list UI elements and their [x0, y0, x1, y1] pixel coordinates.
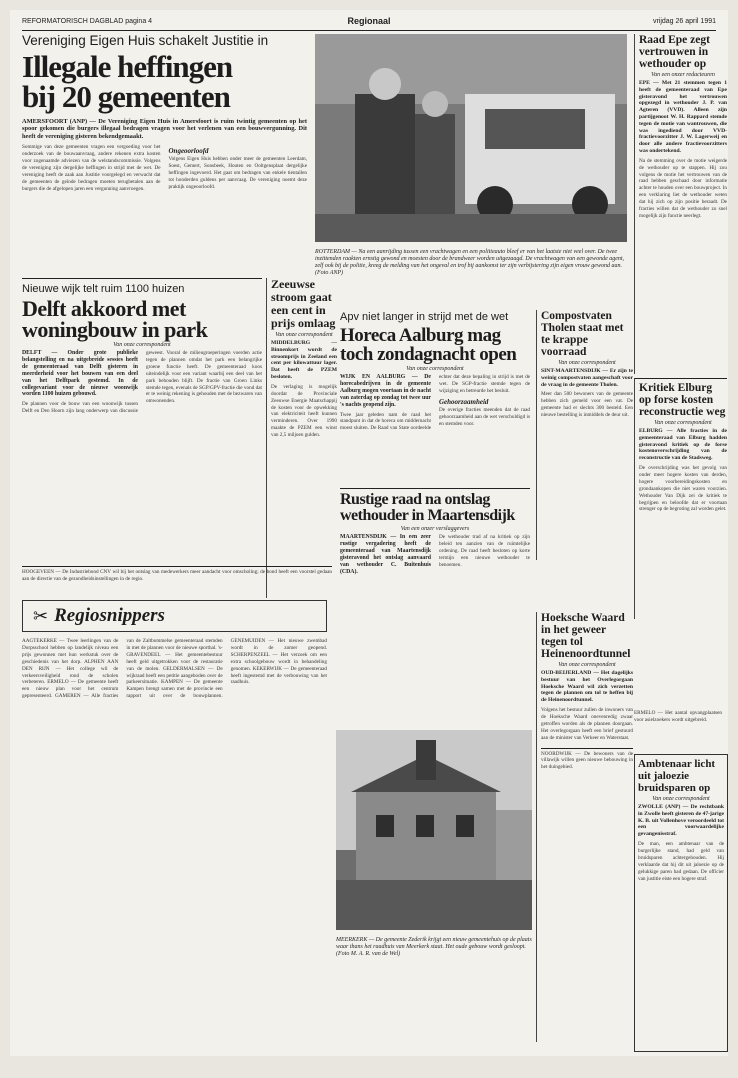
maartensdijk-byline: Van een onzer verslaggevers: [400, 526, 470, 532]
horeca-subhead: Gehoorzaamheid: [439, 397, 489, 406]
delft-byline: Van onze correspondent: [113, 342, 171, 348]
ambtenaar-byline: Van onze correspondent: [652, 796, 710, 802]
newspaper-page: [10, 10, 728, 1056]
horeca-lead: WIJK EN AALBURG — De horecabedrijven in de gemeente Aalburg mogen voortaan in de nacht van zaterdag op zondag tot twee uur 's nachts geopend zijn.: [340, 374, 431, 408]
regiosnippers-section: [22, 600, 327, 1056]
ambtenaar-headline: Ambtenaar licht uit jaloezie bruidsparen op: [638, 758, 716, 794]
photo-block-top: [315, 34, 627, 277]
raad-epe-article: [634, 34, 727, 374]
kritiek-elburg-headline: Kritiek Elburg op forse kosten reconstructie weg: [639, 382, 726, 418]
lead-body: Sommige van deze gemeenten vragen een vergoeding voor het onderzoek van de bouwaanvraag, andere rekenen extra kosten voor zogenaamde adviezen van de welstandscommissie. Volgens de vereniging zijn dergelijke heffingen in strijd met de wet. De vereniging heeft de zaak aan Justitie voorgelegd en verwacht dat de gemeenten de geïnde bedragen moeten terugbetalen aan de burgers die de afgelopen jaren een vergunning aanvroegen.: [22, 144, 161, 192]
kritiek-elburg-body: De overschrijding was het gevolg van onder meer hogere kosten van derden, hogere voorbereidingskosten en grondaankopen die niet waren voorzien. Wethouder Van Dijk zei de kritiek te begrijpen en beloofde dat er voortaan strenger op de begroting zal worden gelet.: [639, 464, 727, 513]
hoeksche-byline: Van onze correspondent: [558, 662, 616, 668]
lead-story: [22, 34, 307, 193]
zeeuwse-lead: MIDDELBURG — Binnenkort wordt de stroomprijs in Zeeland een cent per kilowattuur lager. Dat heeft de PZEM besloten.: [271, 340, 337, 380]
maartensdijk-lead: MAARTENSDIJK — In een zeer rustige vergadering heeft de gemeenteraad van Maartensdijk gisteravond het ontslag aanvaard van wethouder C. Buitenhuis (CDA).: [340, 534, 431, 575]
delft-lead: DELFT — Onder grote publieke belangstelling en na uitgebreide sessies heeft de gemeenteraad van Delft gisteren in meerderheid voor het bouwen van een deel van het Delftpark gestemd. In de collegevariant voor de nieuwe woonwijk worden 1100 huizen gebouwd.: [22, 350, 138, 398]
zeeuwse-byline: Van onze correspondent: [275, 332, 333, 338]
raad-epe-headline: Raad Epe zegt vertrouwen in wethouder op: [639, 34, 710, 70]
meerkerk-caption: MEERKERK — De gemeente Zederik krijgt een nieuw gemeentehuis op de plaats waar thans het raadhuis van Meerkerk staat. Het oude gebouw wordt gesloopt. (Foto M. A. R. van de Wel): [336, 937, 532, 957]
issue-date: vrijdag 26 april 1991: [652, 18, 716, 25]
delft-footer-text: HOOGEVEEN — De Industriebond CNV wil bij het ontslag van medewerkers meer aandacht voor omscholing; de bond heeft een voorstel gedaan aan de directie van de gezondheidsinstellingen in de regio.: [22, 569, 332, 582]
section-title: Regionaal: [347, 16, 391, 26]
lead-headline-1: Illegale heffingen: [22, 49, 233, 84]
hoeksche-waard-article: [536, 612, 633, 1042]
police-car-crash-photo: [315, 34, 627, 242]
lead-headline-2: bij 20 gemeenten: [22, 79, 230, 114]
regiosnippers-banner: [22, 600, 327, 632]
paper-name: REFORMATORISCH DAGBLAD pagina 4: [22, 18, 153, 25]
maartensdijk-body: De wethouder trad af na kritiek op zijn beleid ten aanzien van de ruimtelijke ordening. De raad heeft besloten op korte termijn een nieuwe wethouder te benoemen.: [439, 534, 530, 568]
photo-top-caption: ROTTERDAM — Na een aanrijding tussen een vrachtwagen en een politieauto bleef er van het laatste niet veel over. De twee inzittenden raakten ernstig gewond en moesten door de brandweer worden uitgezaagd. De vrachtwagen van een gewonde agent, zelf ook bij de politie, kreeg de melding van het ongeval en trof bij aankomst ter zijn verbijstering zijn eigen vrouw gewond aan. (Foto ANP): [315, 249, 625, 276]
horeca-headline: Horeca Aalburg mag toch zondagnacht open: [340, 325, 517, 365]
lead-body-2: Volgens Eigen Huis hebben onder meer de gemeenten Leerdam, Soest, Gemert, Sonsbeek, Houten en Ooltgensplaat dergelijke heffingen ingevoerd. Het gaat om bedragen van enkele tientallen tot honderden guldens per aanvraag. De vereniging noemt deze praktijk ongeoorloofd.: [168, 156, 307, 190]
regiosnippers-body: AAGTEKERKE — Twee leerlingen van de Dorpsschool hebben op landelijk niveau een prijs gewonnen met hun werkstuk over de geschiedenis van het dorp. ALPHEN AAN DEN RIJN — Het college wil de verkeersveiligheid rond de scholen verbeteren. ERMELO — De gemeente heeft een nieuw plan voor het centrum gepresenteerd. GAMEREN — Alle fracties van de Zaltbommelse gemeenteraad stemden in met de plannen voor de nieuwe sporthal. 's-GRAVENDEEL — Het gemeentebestuur heeft geld uitgetrokken voor de restauratie van de molen. GELDERMALSEN — De wijkraad heeft een petitie aangeboden over de parkeersituatie. KAMPEN — De gemeente Kampen brengt samen met de provincie een rapport uit over de bouwplannen. GENEMUIDEN — Het nieuwe zwembad wordt in de zomer geopend. SCHERPENZEEL — Het verzoek om een extra schoolgebouw wordt in behandeling genomen. KEKERWIJK — De gemeenteraad heeft ingestemd met de verbouwing van het raadhuis.: [22, 638, 327, 700]
kritiek-elburg-article: [634, 378, 727, 619]
ambtenaar-body: De man, een ambtenaar van de burgerlijke stand, had geld van bruidsparen achtergehouden. Hij verklaarde dat hij dit uit jaloezie op de gelukkige paren had gedaan. De officier van justitie eiste een hogere straf.: [638, 840, 724, 882]
zeeuwse-headline: Zeeuwse stroom gaat een cent in prijs omlaag: [271, 277, 336, 330]
compost-byline: Van onze correspondent: [558, 360, 616, 366]
zeeuwse-stroom-article: [266, 278, 337, 598]
horeca-aalburg-article: [340, 310, 530, 432]
compost-lead: SINT-MAARTENSDIJK — Er zijn te weinig compostvaten aangeschaft voor de vraag in de gemeente Tholen.: [541, 368, 633, 388]
lead-intro: AMERSFOORT (ANP) — De Vereniging Eigen Huis in Amersfoort is ruim twintig gemeenten op het spoor gekomen die burgers illegaal bedragen vragen voor het verlenen van een bouwvergunning. Dit heeft de vereniging gisteren bekendgemaakt.: [22, 118, 307, 140]
delft-kicker: Nieuwe wijk telt ruim 1100 huizen: [22, 283, 185, 295]
compost-body: Meer dan 500 bewoners van de gemeente hebben zich gemeld voor een vat. De gemeente had er slechts 300 besteld. Een nieuwe bestelling is inmiddels de deur uit.: [541, 391, 633, 419]
delft-headline: Delft akkoord met woningbouw in park: [22, 296, 208, 342]
lead-kicker: Vereniging Eigen Huis schakelt Justitie in: [22, 33, 269, 48]
hoeksche-footer: NOORDWIJK — De bewoners van de villawijk willen geen nieuwe bebouwing in het duingebied.: [541, 748, 633, 772]
ambtenaar-lead: ZWOLLE (ANP) — De rechtbank in Zwolle heeft gisteren de 47-jarige K. B. uit Vollenhove veroordeeld tot een voorwaardelijke gevangenisstraf.: [638, 804, 724, 838]
raad-epe-lead: EPE — Met 21 stemmen tegen 1 heeft de gemeenteraad van Epe gisteravond het vertrouwen opgezegd in wethouder J. P. van Agteren (VVD). Alleen zijn partijgenoot W. H. Rappard stemde tegen de motie van wantrouwen, die was ingediend door VVD-fractievoorzitter J. W. Lagerweij en door alle andere fractievoorzitters was ondertekend.: [639, 80, 727, 154]
meerkerk-townhall-photo: [336, 730, 532, 930]
compost-headline: Compostvaten Tholen staat met te krappe voorraad: [541, 310, 624, 358]
zeeuwse-body: De verlaging is mogelijk doordat de Provinciale Zeeuwse Energie Maatschappij de kosten voor de opwekking van elektriciteit heeft kunnen verminderen. Over 1990 maakte de PZEM een winst van 2,5 miljoen gulden.: [271, 383, 337, 439]
raad-epe-byline: Van een onzer redacteuren: [651, 72, 715, 78]
hoeksche-headline: Hoeksche Waard in het geweer tegen tol Heinenoordtunnel: [541, 612, 631, 660]
scissors-icon: ✂: [33, 605, 49, 626]
raad-epe-body: Na de stemming over de motie weigerde de wethouder op te stappen. Hij zou volgens de motie het vertrouwen van de raad hebben geschaad door informatie achter te houden over een bouwproject. In een verklaring liet de wethouder weten dat hij zich op zijn positie beraadt. De fracties willen dat de wethouder zo snel mogelijk zijn functie neerlegt.: [639, 157, 727, 220]
horeca-body-2: De overige fracties meenden dat de raad gehoorzaamheid aan de wet verschuldigd is en stemden voor.: [439, 406, 530, 427]
horeca-kicker: Apv niet langer in strijd met de wet: [340, 311, 509, 323]
masthead: [22, 16, 716, 31]
ambtenaar-article: [634, 754, 728, 1052]
regiosnippers-title: Regiosnippers: [54, 605, 165, 626]
kritiek-elburg-lead: ELBURG — Alle fracties in de gemeenteraad van Elburg hadden gisteravond kritiek op de forse kostenoverschrijding van de reconstructie van de Stadsweg.: [639, 428, 727, 462]
horeca-byline: Van onze correspondent: [406, 366, 464, 372]
kritiek-elburg-byline: Van onze correspondent: [654, 420, 712, 426]
maartensdijk-article: [340, 488, 530, 575]
delft-article: [22, 278, 262, 415]
ermelo-brief: [634, 710, 722, 724]
meerkerk-photo-block: [336, 730, 532, 958]
delft-footer-brief: [22, 566, 332, 583]
compostvaten-article: [536, 310, 633, 560]
maartensdijk-headline: Rustige raad na ontslag wethouder in Maartensdijk: [340, 491, 515, 524]
hoeksche-lead: OUD-BEIJERLAND — Het dagelijks bestuur van het Overlegorgaan Hoeksche Waard wil zich verzetten tegen de plannen om tol te heffen bij de Heinenoordtunnel.: [541, 670, 633, 704]
hoeksche-body: Volgens het bestuur zullen de inwoners van de Hoeksche Waard onevenredig zwaar getroffen worden als de plannen doorgaan. Het overlegorgaan heeft een brief gestuurd aan de minister van Verkeer en Waterstaat.: [541, 706, 633, 741]
delft-body: De plannen voor de bouw van een woonwijk tussen Delft en Den Hoorn zijn lang onderwerp van discussie geweest. Vooral de milieugroeperingen voerden actie tegen de plannen omdat het park een belangrijke groene functie heeft. De gemeenteraad koos uiteindelijk voor een variant waarbij een deel van het park behouden blijft. De fractie van Groen Links stemde tegen, evenals de SGP/GPV-fractie die vond dat er te weinig rekening is gehouden met de bezwaren van omwonenden.: [22, 350, 262, 415]
lead-subhead: Ongeoorloofd: [168, 147, 209, 156]
horeca-body: Twee jaar geleden nam de raad het standpunt in dat de horeca om middernacht moest sluiten. De Raad van State oordeelde echter dat deze bepaling in strijd is met de wet. De SGP-fractie stemde tegen de wijziging en betreurde het besluit.: [340, 374, 530, 432]
ermelo-text: ERMELO — Het aantal opvangplaatsen voor asielzoekers wordt uitgebreid.: [634, 710, 722, 723]
